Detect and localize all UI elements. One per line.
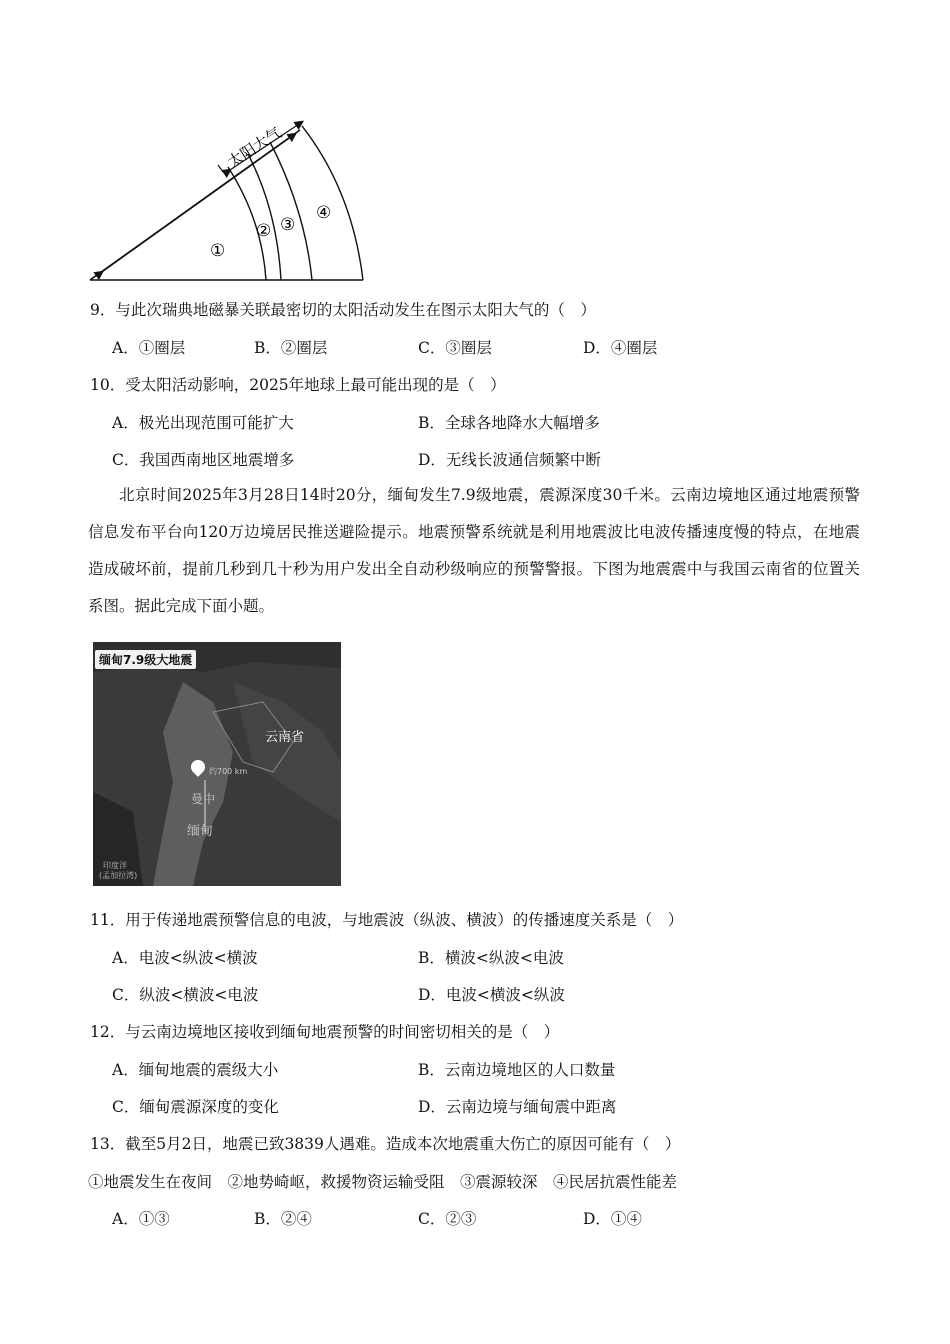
question-13-option-b[interactable]: B．②④ (254, 1210, 312, 1228)
reading-passage (88, 477, 860, 625)
map-distance-label: 约700 km (209, 767, 248, 776)
question-11-option-b[interactable]: B．横波<纵波<电波 (418, 949, 564, 967)
question-13-option-c[interactable]: C．②③ (418, 1210, 477, 1228)
solar-atmosphere-diagram (80, 110, 380, 290)
question-9-option-c[interactable]: C．③圈层 (418, 339, 492, 357)
question-13-stem: 13．截至5月2日，地震已致3839人遇难。造成本次地震重大伤亡的原因可能有（ ） (90, 1135, 681, 1153)
question-12-option-c[interactable]: C．缅甸震源深度的变化 (112, 1098, 279, 1116)
question-12-stem: 12．与云南边境地区接收到缅甸地震预警的时间密切相关的是（ ） (90, 1023, 560, 1041)
question-9-stem: 9．与此次瑞典地磁暴关联最密切的太阳活动发生在图示太阳大气的（ ） (90, 301, 596, 319)
question-11-option-a[interactable]: A．电波<纵波<横波 (112, 949, 258, 967)
map-sea-label-1: 印度洋 (103, 861, 127, 870)
question-9-option-b[interactable]: B．②圈层 (254, 339, 328, 357)
question-10-stem: 10．受太阳活动影响，2025年地球上最可能出现的是（ ） (90, 376, 506, 394)
map-province-label: 云南省 (265, 730, 305, 745)
map-country-label: 缅甸 (187, 824, 214, 839)
map-sea-label-2: (孟加拉湾) (99, 871, 138, 880)
question-9-option-a[interactable]: A．①圈层 (112, 339, 186, 357)
map-epicenter-label-1: 曼 (191, 792, 204, 806)
layer-4-label: ④ (316, 203, 332, 223)
question-13-items: ①地震发生在夜间 ②地势崎岖，救援物资运输受阻 ③震源较深 ④民居抗震性能差 (88, 1173, 678, 1191)
map-terrain (93, 642, 341, 886)
map-epicenter-label-2: 中 (203, 792, 216, 806)
question-10-option-d[interactable]: D．无线长波通信频繁中断 (418, 451, 601, 469)
question-12-option-b[interactable]: B．云南边境地区的人口数量 (418, 1061, 616, 1079)
question-10-option-b[interactable]: B．全球各地降水大幅增多 (418, 414, 600, 432)
question-13-option-a[interactable]: A．①③ (112, 1210, 170, 1228)
layer-2-label: ② (256, 221, 272, 241)
question-9-option-d[interactable]: D．④圈层 (583, 339, 658, 357)
layer-1-label: ① (210, 241, 226, 261)
question-12-option-a[interactable]: A．缅甸地震的震级大小 (112, 1061, 279, 1079)
question-13-option-d[interactable]: D．①④ (583, 1210, 642, 1228)
question-11-option-d[interactable]: D．电波<横波<纵波 (418, 986, 565, 1004)
question-10-option-a[interactable]: A．极光出现范围可能扩大 (112, 414, 294, 432)
layer-3-label: ③ (280, 215, 296, 235)
atmosphere-label: 太阳大气 (224, 123, 285, 172)
question-11-stem: 11．用于传递地震预警信息的电波，与地震波（纵波、横波）的传播速度关系是（ ） (90, 911, 684, 929)
question-10-option-c[interactable]: C．我国西南地区地震增多 (112, 451, 295, 469)
earthquake-map (93, 642, 341, 886)
map-banner: 缅甸7.9级大地震 (95, 650, 196, 669)
passage-text: 北京时间2025年3月28日14时20分，缅甸发生7.9级地震，震源深度30千米。云南边境地区通过地震预警信息发布平台向120万边境居民推送避险提示。地震预警系统就是利用地震波比电波传播速度慢的特点，在地震造成破坏前，提前几秒到几十秒为用户发出全自动秒级响应的预警警报。下图为地震震中与我国云南省的位置关系图。据此完成下面小题。 (88, 486, 860, 615)
question-11-option-c[interactable]: C．纵波<横波<电波 (112, 986, 259, 1004)
question-12-option-d[interactable]: D．云南边境与缅甸震中距离 (418, 1098, 617, 1116)
